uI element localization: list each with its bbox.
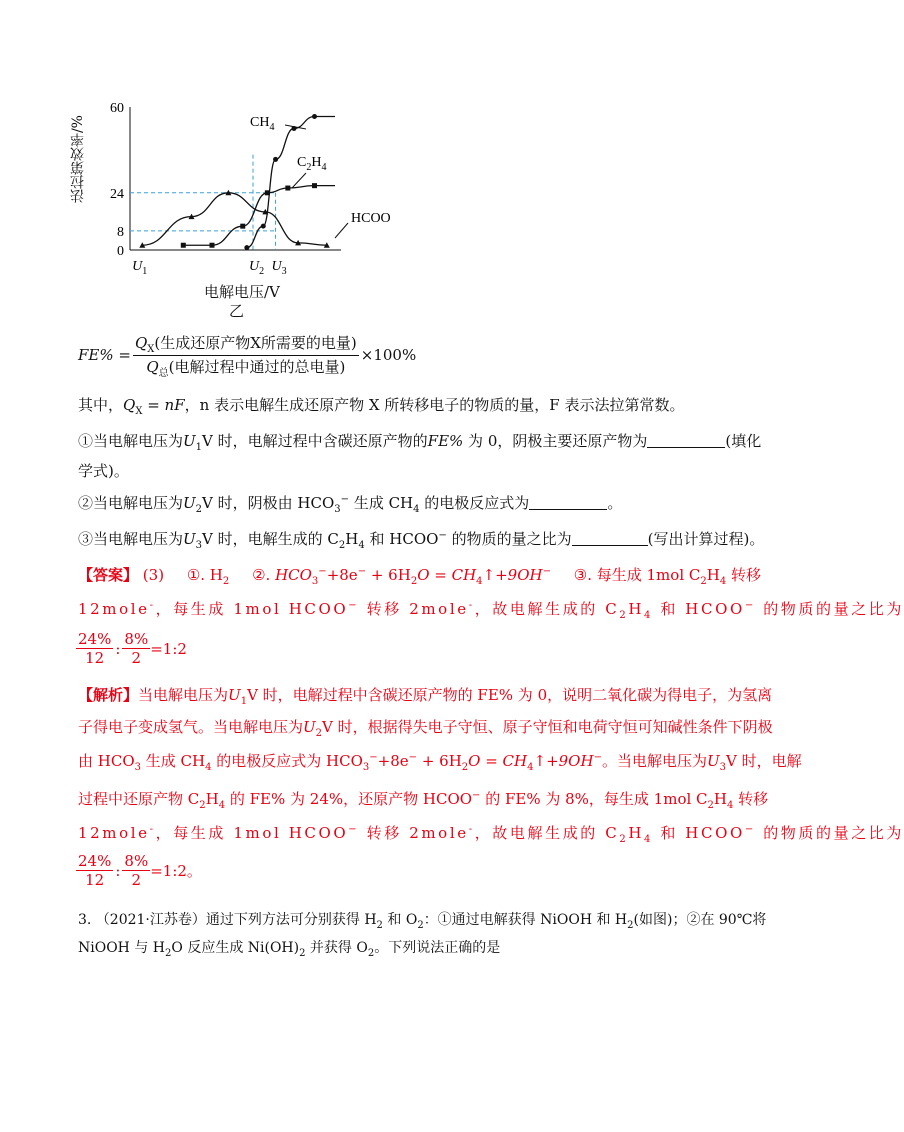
formula-denominator: $Q_总$(电解过程中通过的总电量) <box>146 357 346 379</box>
question3-line2: NiOOH 与 $H_2O$ 反应生成 $Ni(OH)_2$ 并获得 $O_2$。下列说法正确的是 <box>78 940 501 959</box>
series-label-CH4: $CH_4$ <box>250 115 275 133</box>
leader-HCOO <box>335 223 348 238</box>
series-label-C2H4: $C_2H_4$ <box>297 155 327 173</box>
x-axis-label: 电解电压/V <box>204 283 280 301</box>
point-C2H4-3 <box>265 190 270 195</box>
analysis-tag: 【解析】 <box>78 686 139 704</box>
chart-caption: 乙 <box>229 302 245 320</box>
point-CH4-2 <box>273 157 278 162</box>
y-tick-label-8: 8 <box>117 224 124 240</box>
para-qx: 其中，$Q_X$ = nF，n 表示电解生成还原产物 X 所转移电子的物质的量，F 表示法拉第常数。 <box>78 396 685 417</box>
question-1-line2: 学式)。 <box>78 462 129 480</box>
question-2: ②当电解电压为$U_2V$ 时，阴极由 $HCO_3^-$ 生成 $CH_4$ 的电极反应式为 。 <box>78 494 623 515</box>
formula-tail: ×100% <box>360 346 417 364</box>
point-C2H4-0 <box>181 243 186 248</box>
question3-line1: 3. （2021·江苏卷）通过下列方法可分别获得 $H_2$ 和 $O_2$：①通过电解获得 NiOOH 和 $H_2$(如图)；②在 90℃将 <box>78 912 767 931</box>
answer-blank-3[interactable] <box>572 531 648 546</box>
answer-ratio: $\frac{24\%}{12}$ : $\frac{8\%}{2}$ =1:2 <box>78 630 187 667</box>
answer-blank-1[interactable] <box>647 433 725 448</box>
question-3: ③当电解电压为$U_3V$ 时，电解生成的 $C_2H_4$ 和 HCOO− 的物质的量之比为 (写出计算过程)。 <box>78 530 765 551</box>
point-C2H4-1 <box>210 243 215 248</box>
x-tick-label-U1: $U_1$ <box>132 259 148 277</box>
y-tick-label-60: 60 <box>110 101 124 116</box>
chart-figure <box>70 95 391 325</box>
answer-tag: 【答案】 <box>78 566 139 584</box>
point-C2H4-2 <box>240 224 245 229</box>
y-tick-label-24: 24 <box>110 186 124 202</box>
answer-blank-2[interactable] <box>529 495 607 510</box>
analysis-line1: 【解析】当电解电压为$U_1V$ 时，电解过程中含碳还原产物的 FE% 为 0，说明二氧化碳为得电子，为氢离 <box>78 686 773 707</box>
question-1-line1: ①当电解电压为$U_1V$ 时，电解过程中含碳还原产物的FE% 为 0，阴极主要还原产物为 (填化 <box>78 432 762 453</box>
point-CH4-1 <box>261 224 266 229</box>
point-CH4-4 <box>312 114 317 119</box>
fe-formula <box>78 332 416 378</box>
series-line-HCOO <box>142 193 326 245</box>
formula-lhs: FE% = <box>78 346 131 364</box>
point-CH4-0 <box>244 245 249 250</box>
answer-line1: 【答案】 (3) ①. $H_2$ ②. $HCO_3^-+8e^- + 6H_2O$ = $CH_4↑+9OH^-$ ③. 每生成 1mol $C_2H_4$ 转移 <box>78 566 761 587</box>
series-line-C2H4 <box>183 186 335 246</box>
answer-line2: 12mole-，每生成 1mol HCOO− 转移 2mole-，故电解生成的 $C_2H_4$ 和 HCOO− 的物质的量之比为 <box>78 600 904 621</box>
analysis-line2: 子得电子变成氢气。当电解电压为$U_2V$ 时，根据得失电子守恒、原子守恒和电荷守恒可知碱性条件下阴极 <box>78 718 773 739</box>
series-line-CH4 <box>247 117 335 248</box>
analysis-ratio: $\frac{24\%}{12}$ : $\frac{8\%}{2}$ =1:2 。 <box>78 852 202 889</box>
x-tick-label-U2: $U_2$ <box>249 259 265 277</box>
analysis-line3: 由 $HCO_3$ 生成 $CH_4$ 的电极反应式为 $HCO_3^-+8e^- + 6H_2O$ = $CH_4↑+9OH^-$。当电解电压为$U_3V$ 时，电解 <box>78 752 802 773</box>
y-tick-label-0: 0 <box>117 244 124 259</box>
y-axis-label: 法拉第效率/% <box>70 115 86 204</box>
x-tick-label-U3: $U_3$ <box>271 259 287 277</box>
point-C2H4-5 <box>312 183 317 188</box>
point-C2H4-4 <box>285 186 290 191</box>
series-label-HCOO: HCOO <box>351 211 391 226</box>
analysis-line5: 12mole-，每生成 1mol HCOO− 转移 2mole-，故电解生成的 $C_2H_4$ 和 HCOO− 的物质的量之比为 <box>78 824 904 845</box>
analysis-line4: 过程中还原产物 $C_2H_4$ 的 FE% 为 24%，还原产物 HCOO− 的 FE% 为 8%，每生成 1mol $C_2H_4$ 转移 <box>78 790 769 811</box>
formula-numerator: $Q_X$(生成还原产物X所需要的电量) <box>134 333 357 355</box>
